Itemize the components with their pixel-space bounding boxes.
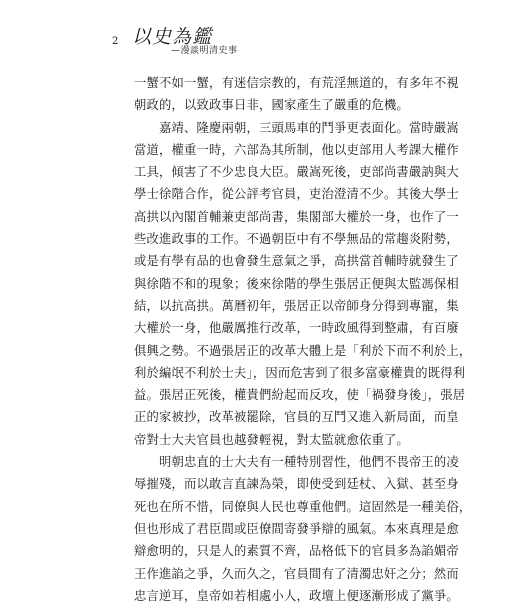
book-title: 以史為鑑 <box>132 26 213 48</box>
text-line: 忠言逆耳，皇帝如若相處小人，政壇上便逐漸形成了黨爭。 <box>134 588 459 603</box>
text-line: 正的家被抄，改革被罷除，官員的互鬥又進入新局面，而皇 <box>134 410 459 425</box>
text-line: 辯愈明的，只是人的素質不齊，品格低下的官員多為諂媚帝 <box>134 544 459 559</box>
text-line: 嘉靖、隆慶兩朝，三頭馬車的鬥爭更表面化。當時嚴嵩 <box>159 120 459 135</box>
text-line: 辱摧殘，而以敢言直諫為榮，即使受到廷杖、入獄、甚至身 <box>134 477 459 492</box>
text-line: 利於編氓不利於士夫」，因而危害到了很多富豪權貴的既得利 <box>134 365 466 380</box>
text-line: 明朝忠直的士大夫有一種特別習性，他們不畏帝王的凌 <box>159 455 459 470</box>
text-line: 高拱以內閣首輔兼吏部尚書，集閣部大權於一身，也作了一 <box>134 209 459 224</box>
page-number: 2 <box>112 36 119 47</box>
text-line: 大權於一身，他嚴厲推行改革，一時政風得到整肅，有百廢 <box>134 321 459 336</box>
text-line: 益。張居正死後，權貴們紛起而反攻，使「禍發身後」，張居 <box>134 388 466 403</box>
text-line: 朝政的，以致政事日非，國家產生了嚴重的危機。 <box>134 98 409 113</box>
text-line: 工具，傾害了不少忠良大臣。嚴嵩死後，吏部尚書嚴訥與大 <box>134 165 459 180</box>
book-subtitle: —漫談明清史事 <box>171 46 238 56</box>
text-line: 死也在所不惜，同僚與人民也尊重他們。這固然是一種美俗， <box>134 499 472 514</box>
text-line: 但也形成了君臣間或臣僚間寄發爭辯的風氣。本來真理是愈 <box>134 521 459 536</box>
text-line: 或是有學有品的也會發生意氣之爭，高拱當首輔時就發生了 <box>134 254 459 269</box>
text-line: 王作進諂之爭，久而久之，官員間有了清濁忠奸之分；然而 <box>134 566 459 581</box>
text-line: 當道，權重一時，六部為其所制，他以吏部用人考課大權作 <box>134 142 459 157</box>
text-line: 與徐階不和的現象；後來徐階的學生張居正便與太監馮保相 <box>134 276 459 291</box>
text-line: 學士徐階合作，從公評考官員，吏治澄清不少。其後大學士 <box>134 187 459 202</box>
text-line: 帝對士大夫官員也越發輕視，對太監就愈依重了。 <box>134 432 409 447</box>
text-line: 一蟹不如一蟹，有迷信宗教的，有荒淫無道的，有多年不視 <box>134 76 459 90</box>
text-line: 俱興之勢。不過張居正的改革大體上是「利於下而不利於上， <box>134 343 472 358</box>
body-text <box>134 72 472 607</box>
text-line: 結，以抗高拱。萬曆初年，張居正以帝師身分得到專寵，集 <box>134 298 459 313</box>
text-line: 些改進政事的工作。不過朝臣中有不學無品的常趨炎附勢， <box>134 232 459 247</box>
